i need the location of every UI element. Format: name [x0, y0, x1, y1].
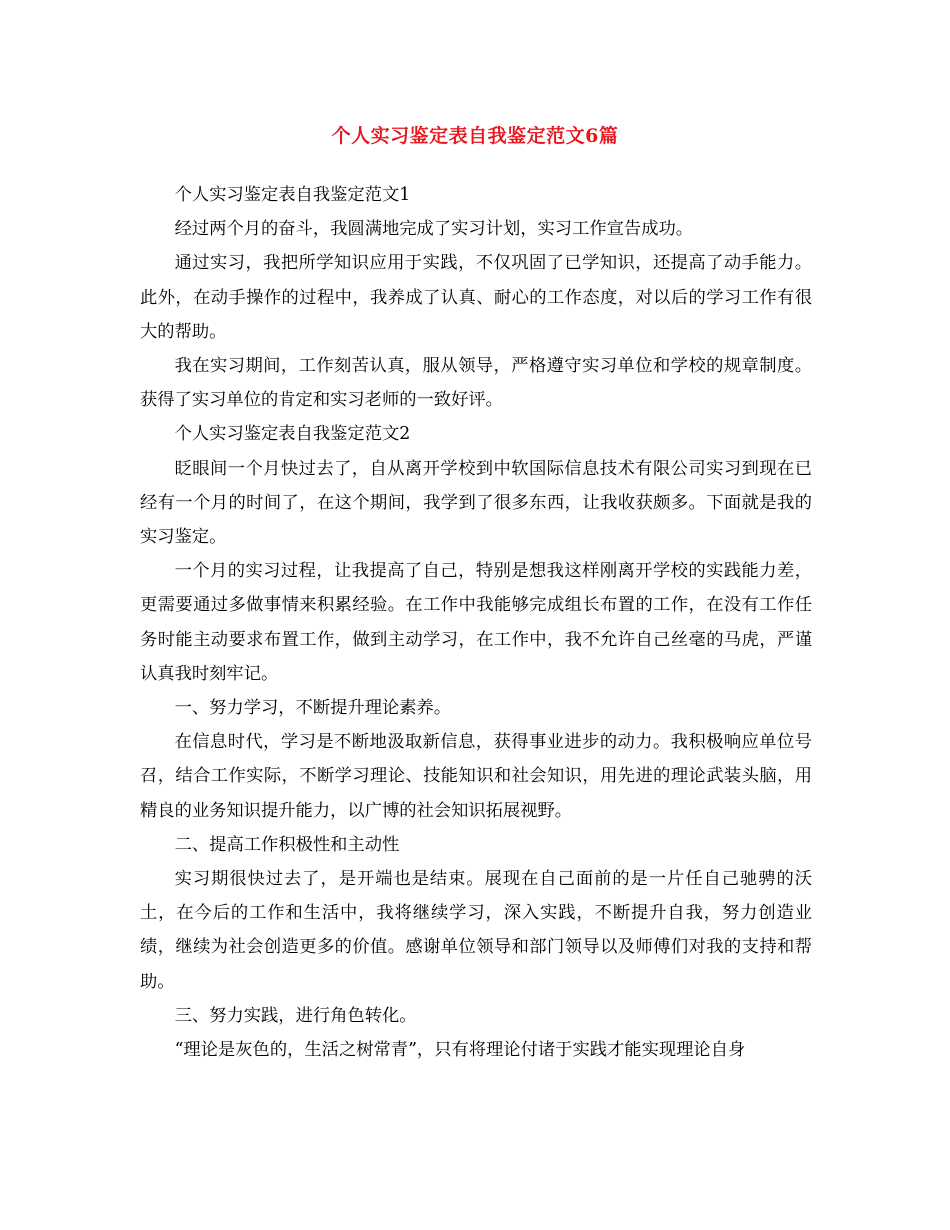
- paragraph: 经过两个月的奋斗，我圆满地完成了实习计划，实习工作宣告成功。: [174, 219, 694, 240]
- paragraph: “理论是灰色的，生活之树常青”，只有将理论付诸于实践才能实现理论自身: [174, 1040, 746, 1061]
- document-title: 个人实习鉴定表自我鉴定范文6篇: [331, 125, 619, 147]
- document-body: [140, 178, 812, 1067]
- paragraph: 在信息时代，学习是不断地汲取新信息，获得事业进步的动力。我积极响应单位号召，结合工作实际，不断学习理论、技能知识和社会知识，用先进的理论武装头脑，用精良的业务知识提升能力，以广博的社会知识拓展视野。: [140, 732, 812, 821]
- subheading: 三、努力实践，进行角色转化。: [174, 1005, 417, 1026]
- paragraph: 一个月的实习过程，让我提高了自己，特别是想我这样刚离开学校的实践能力差，更需要通过多做事情来积累经验。在工作中我能够完成组长布置的工作，在没有工作任务时能主动要求布置工作，做到主动学习，在工作中，我不允许自己丝毫的马虎，严谨认真我时刻牢记。: [140, 561, 812, 684]
- paragraph: 实习期很快过去了，是开端也是结束。展现在自己面前的是一片任自己驰骋的沃土，在今后的工作和生活中，我将继续学习，深入实践，不断提升自我，努力创造业绩，继续为社会创造更多的价值。感谢单位领导和部门领导以及师傅们对我的支持和帮助。: [140, 869, 812, 992]
- paragraph: 眨眼间一个月快过去了，自从离开学校到中软国际信息技术有限公司实习到现在已经有一个月的时间了，在这个期间，我学到了很多东西，让我收获颇多。下面就是我的实习鉴定。: [140, 458, 812, 548]
- subheading: 一、努力学习，不断提升理论素养。: [174, 698, 452, 719]
- paragraph: 通过实习，我把所学知识应用于实践，不仅巩固了已学知识，还提高了动手能力。此外，在动手操作的过程中，我养成了认真、耐心的工作态度，对以后的学习工作有很大的帮助。: [140, 253, 812, 342]
- section-heading-2: 个人实习鉴定表自我鉴定范文2: [174, 424, 411, 445]
- paragraph: 我在实习期间，工作刻苦认真，服从领导，严格遵守实习单位和学校的规章制度。获得了实习单位的肯定和实习老师的一致好评。: [140, 356, 812, 411]
- section-heading-1: 个人实习鉴定表自我鉴定范文1: [174, 185, 411, 205]
- subheading: 二、提高工作积极性和主动性: [174, 834, 400, 855]
